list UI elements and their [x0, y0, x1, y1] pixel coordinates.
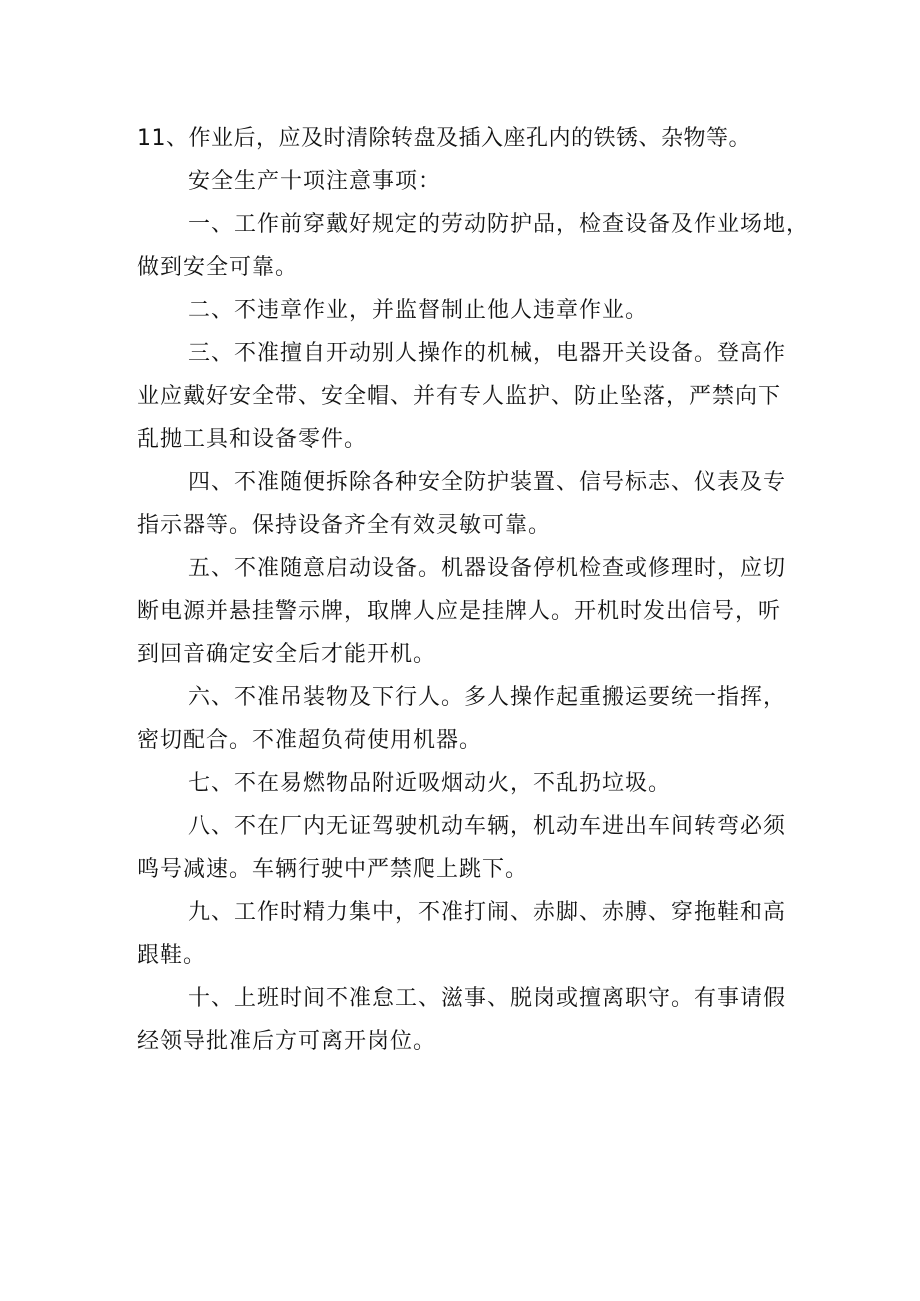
rule-5 [137, 547, 797, 676]
rule-2-line-1: 二、不违章作业，并监督制止他人违章作业。 [188, 298, 649, 323]
rule-4-line-2: 指示器等。保持设备齐全有效灵敏可靠。 [137, 513, 552, 538]
rule-9-line-1: 九、工作时精力集中，不准打闹、赤脚、赤膊、穿拖鞋和高 [188, 900, 787, 925]
rule-5-line-1: 五、不准随意启动设备。机器设备停机检查或修理时，应切 [188, 556, 787, 581]
rule-4-line-1: 四、不准随便拆除各种安全防护装置、信号标志、仪表及专 [188, 470, 787, 495]
rule-8-line-2: 鸣号减速。车辆行驶中严禁爬上跳下。 [137, 857, 529, 882]
rule-6 [137, 676, 797, 762]
document-body [137, 117, 810, 1063]
rule-7 [137, 762, 797, 805]
rule-5-line-3: 到回音确定安全后才能开机。 [137, 642, 437, 667]
rule-4 [137, 461, 797, 547]
rule-3 [137, 332, 797, 461]
rule-2 [137, 289, 797, 332]
rule-9 [137, 891, 797, 977]
rule-7-line-1: 七、不在易燃物品附近吸烟动火，不乱扔垃圾。 [188, 771, 672, 796]
item-11-line: 11、作业后，应及时清除转盘及插入座孔内的铁锈、杂物等。 [137, 126, 751, 151]
rule-6-line-2: 密切配合。不准超负荷使用机器。 [137, 728, 483, 753]
rule-10-line-2: 经领导批准后方可离开岗位。 [137, 1029, 437, 1054]
rule-3-line-1: 三、不准擅自开动别人操作的机械，电器开关设备。登高作 [188, 341, 787, 366]
rule-1-line-2: 做到安全可靠。 [137, 255, 299, 280]
rule-1-line-1: 一、工作前穿戴好规定的劳动防护品，检查设备及作业场地， [188, 212, 810, 237]
rule-3-line-3: 乱抛工具和设备零件。 [137, 427, 368, 452]
section-heading: 安全生产十项注意事项： [188, 169, 442, 194]
rule-5-line-2: 断电源并悬挂警示牌，取牌人应是挂牌人。开机时发出信号，听 [137, 599, 782, 624]
rule-8 [137, 805, 797, 891]
rule-9-line-2: 跟鞋。 [137, 943, 207, 968]
rule-10 [137, 977, 797, 1063]
rule-1 [137, 203, 810, 289]
rule-8-line-1: 八、不在厂内无证驾驶机动车辆，机动车进出车间转弯必须 [188, 814, 787, 839]
rule-10-line-1: 十、上班时间不准怠工、滋事、脱岗或擅离职守。有事请假 [188, 986, 787, 1011]
rule-6-line-1: 六、不准吊装物及下行人。多人操作起重搬运要统一指挥， [188, 685, 787, 710]
rule-3-line-2: 业应戴好安全带、安全帽、并有专人监护、防止坠落，严禁向下 [137, 384, 782, 409]
